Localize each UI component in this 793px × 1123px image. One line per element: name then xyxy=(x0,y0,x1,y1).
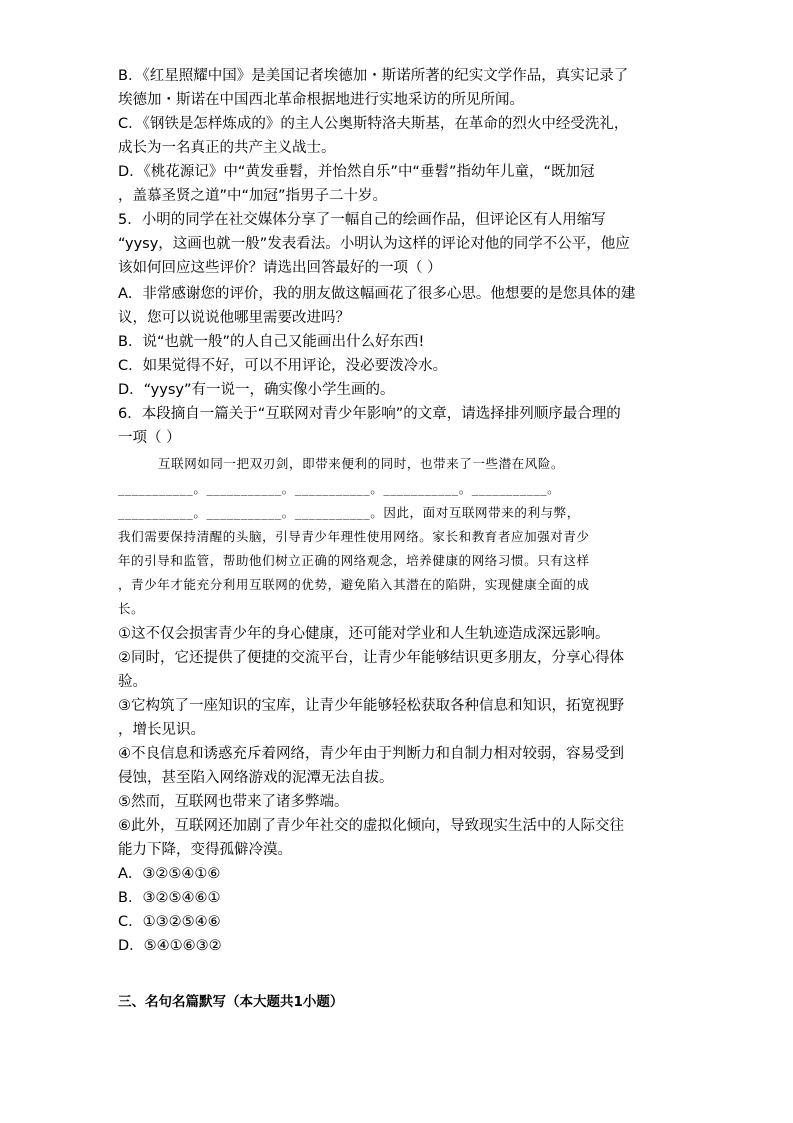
q6-passage-line1: 互联网如同一把双刃剑，即带来便利的同时，也带来了一些潜在风险。 xyxy=(158,456,565,471)
q6-passage-line6: ，青少年才能充分利用互联网的优势，避免陷入其潜在的陷阱，实现健康全面的成 xyxy=(118,577,590,592)
q6-sentence-5: ⑤然而，互联网也带来了诸多弊端。 xyxy=(118,794,349,810)
q6-sentence-6-line1: ⑥此外，互联网还加剧了青少年社交的虚拟化倾向，导致现实生活中的人际交往 xyxy=(118,818,624,834)
q6-sentence-1: ①这不仅会损害青少年的身心健康，还可能对学业和人生轨迹造成深远影响。 xyxy=(118,626,610,642)
q6-option-d: D．⑤④①⑥③② xyxy=(118,938,222,954)
q6-passage-line7: 长。 xyxy=(118,601,145,616)
q4-option-d-line2: ，盖慕圣贤之道”中“加冠”指男子二十岁。 xyxy=(118,188,388,204)
q6-sentence-4-line2: 侵蚀，甚至陷入网络游戏的泥潭无法自拔。 xyxy=(118,770,394,786)
q5-option-a-line1: A．非常感谢您的评价，我的朋友做这幅画花了很多心思。他想要的是您具体的建 xyxy=(118,286,636,302)
q6-stem-line2: 一项（ ） xyxy=(118,430,181,446)
q6-option-a: A．③②⑤④①⑥ xyxy=(118,866,221,882)
q6-sentence-3-line2: ，增长见识。 xyxy=(118,722,205,738)
q5-option-c: C．如果觉得不好，可以不用评论，没必要泼冷水。 xyxy=(118,358,448,374)
q5-stem-line1: 5．小明的同学在社交媒体分享了一幅自己的绘画作品，但评论区有人用缩写 xyxy=(118,212,606,228)
q6-sentence-6-line2: 能力下降，变得孤僻冷漠。 xyxy=(118,842,292,858)
q6-option-b: B．③②⑤④⑥① xyxy=(118,890,221,906)
q5-option-a-line2: 议，您可以说说他哪里需要改进吗？ xyxy=(118,310,350,326)
q6-option-c: C．①③②⑤④⑥ xyxy=(118,914,221,930)
section-heading: 三、名句名篇默写（本大题共1小题） xyxy=(118,994,344,1010)
q4-option-b-line1: B．《红星照耀中国》是美国记者埃德加・斯诺所著的纪实文学作品，真实记录了 xyxy=(118,68,629,84)
q5-option-b: B．说“也就一般”的人自己又能画出什么好东西! xyxy=(118,334,425,350)
q6-passage-blanks2: ___________。___________。___________。因此，面对互联网带来的利与弊， xyxy=(118,505,580,520)
q4-option-c-line1: C．《钢铁是怎样炼成的》的主人公奥斯特洛夫斯基，在革命的烈火中经受洗礼， xyxy=(118,116,629,132)
q6-sentence-4-line1: ④不良信息和诱惑充斥着网络，青少年由于判断力和自制力相对较弱，容易受到 xyxy=(118,746,624,762)
q6-stem-line1: 6．本段摘自一篇关于“互联网对青少年影响”的文章，请选择排列顺序最合理的 xyxy=(118,406,621,422)
q6-passage-blanks1: ___________。___________。___________。___________。___________。 xyxy=(118,481,561,496)
q6-sentence-2-line2: 验。 xyxy=(118,674,147,690)
q6-sentence-3-line1: ③它构筑了一座知识的宝库，让青少年能够轻松获取各种信息和知识，拓宽视野 xyxy=(118,698,624,714)
q4-option-b-line2: 埃德加・斯诺在中国西北革命根据地进行实地采访的所见所闻。 xyxy=(118,92,524,108)
q6-passage-line4: 我们需要保持清醒的头脑，引导青少年理性使用网络。家长和教育者应加强对青少 xyxy=(118,529,590,544)
q6-passage-line5: 年的引导和监管，帮助他们树立正确的网络观念，培养健康的网络习惯。只有这样 xyxy=(118,553,590,568)
q4-option-d-line1: D．《桃花源记》中“黄发垂髫，并怡然自乐”中“垂髫”指幼年儿童，“既加冠 xyxy=(118,164,595,180)
q4-option-c-line2: 成长为一名真正的共产主义战士。 xyxy=(118,140,336,156)
q5-stem-line3: 该如何回应这些评价？请选出回答最好的一项（ ） xyxy=(118,260,442,276)
q5-option-d: D．“yysy”有一说一，确实像小学生画的。 xyxy=(118,382,395,398)
q6-sentence-2-line1: ②同时，它还提供了便捷的交流平台，让青少年能够结识更多朋友，分享心得体 xyxy=(118,650,624,666)
q5-stem-line2: “yysy，这画也就一般”发表看法。小明认为这样的评论对他的同学不公平，他应 xyxy=(118,236,630,252)
